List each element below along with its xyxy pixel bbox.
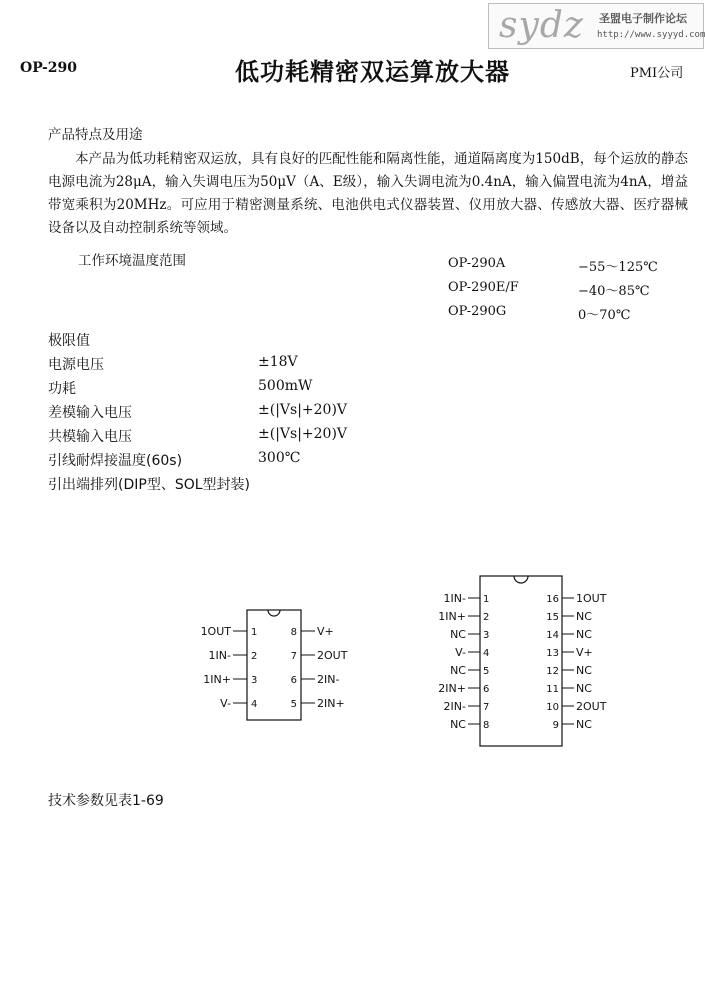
pin-number: 12 xyxy=(546,666,559,677)
pin-number: 15 xyxy=(546,612,559,623)
limit-label: 功耗 xyxy=(48,381,76,397)
pin-label: NC xyxy=(450,664,466,677)
pin-number: 6 xyxy=(483,684,490,695)
watermark-url: http://www.syyyd.com xyxy=(597,30,705,40)
limit-label: 差模输入电压 xyxy=(48,405,132,421)
pin-number: 2 xyxy=(251,651,258,662)
watermark xyxy=(488,3,704,49)
pin-number: 3 xyxy=(483,630,490,641)
pin-label: NC xyxy=(450,628,466,641)
limit-label: 电源电压 xyxy=(48,357,104,373)
pin-number: 4 xyxy=(483,648,490,659)
limit-value: ±(|Vs|+20)V xyxy=(258,402,348,418)
pin-label: 2OUT xyxy=(576,700,607,713)
part-number: OP-290 xyxy=(20,60,77,76)
pin-number: 7 xyxy=(290,651,297,662)
pin-number: 6 xyxy=(290,675,297,686)
temperature-model: OP-290E/F xyxy=(448,280,519,295)
pin-label: 1IN+ xyxy=(203,673,231,686)
temperature-range: 0～70℃ xyxy=(578,308,631,323)
manufacturer: PMI公司 xyxy=(630,66,684,81)
pin-number: 5 xyxy=(290,699,297,710)
pin-label: 2IN- xyxy=(317,673,340,686)
pin-number: 11 xyxy=(546,684,559,695)
sol16-package-diagram xyxy=(430,572,630,752)
pin-label: V- xyxy=(455,646,466,659)
pin-label: NC xyxy=(576,664,592,677)
limit-value: ±(|Vs|+20)V xyxy=(258,426,348,442)
limit-value: ±18V xyxy=(258,354,298,370)
pin-number: 3 xyxy=(251,675,258,686)
limit-value: 500mW xyxy=(258,378,313,394)
pin-label: V- xyxy=(220,697,231,710)
pin-number: 2 xyxy=(483,612,490,623)
dip8-notch xyxy=(268,610,280,616)
sol16-notch xyxy=(514,576,528,583)
pin-label: 1OUT xyxy=(576,592,607,605)
pin-label: NC xyxy=(576,610,592,623)
pin-number: 8 xyxy=(290,627,297,638)
page-title: 低功耗精密双运算放大器 xyxy=(235,58,510,86)
temperature-model: OP-290G xyxy=(448,304,507,319)
temperature-label: 工作环境温度范围 xyxy=(78,253,186,269)
pin-label: 1IN- xyxy=(208,649,231,662)
pin-label: NC xyxy=(576,718,592,731)
limits-heading: 极限值 xyxy=(48,333,90,349)
features-heading: 产品特点及用途 xyxy=(48,127,143,143)
pin-number: 4 xyxy=(251,699,258,710)
pin-number: 10 xyxy=(546,702,559,713)
pin-number: 9 xyxy=(552,720,559,731)
temperature-range: −40～85℃ xyxy=(578,284,650,299)
pin-number: 7 xyxy=(483,702,490,713)
pin-number: 5 xyxy=(483,666,490,677)
pin-label: NC xyxy=(576,628,592,641)
pin-number: 13 xyxy=(546,648,559,659)
dip8-package-diagram xyxy=(195,605,365,725)
pin-label: 1OUT xyxy=(200,625,231,638)
footer-note: 技术参数见表1-69 xyxy=(48,793,164,809)
pin-label: NC xyxy=(576,682,592,695)
features-paragraph: 本产品为低功耗精密双运放，具有良好的匹配性能和隔离性能，通道隔离度为150dB，每个运放的静态电源电流为28μA，输入失调电压为50μV（A、E级），输入失调电流为0.4nA，输入偏置电流为4nA，增益带宽乘积为20MHz。可应用于精密测量系统、电池供电式仪器装置、仪用放大器、传感放大器、医疗器械设备以及自动控制系统等领域。 xyxy=(48,151,688,236)
temperature-range: −55～125℃ xyxy=(578,260,658,275)
pin-label: NC xyxy=(450,718,466,731)
temperature-model: OP-290A xyxy=(448,256,506,271)
limit-label: 引线耐焊接温度(60s) xyxy=(48,453,183,469)
pin-number: 1 xyxy=(251,627,258,638)
pin-label: 2IN- xyxy=(443,700,466,713)
pin-number: 14 xyxy=(546,630,559,641)
limit-value: 300℃ xyxy=(258,450,301,466)
pin-label: 2IN+ xyxy=(438,682,466,695)
pin-number: 16 xyxy=(546,594,559,605)
pinout-heading: 引出端排列(DIP型、SOL型封装) xyxy=(48,477,250,493)
limit-label: 共模输入电压 xyxy=(48,429,132,445)
pin-label: 2IN+ xyxy=(317,697,345,710)
watermark-site-name: 圣盟电子制作论坛 xyxy=(599,12,687,25)
pin-label: V+ xyxy=(576,646,593,659)
pin-label: 1IN- xyxy=(443,592,466,605)
pin-label: 1IN+ xyxy=(438,610,466,623)
pin-label: 2OUT xyxy=(317,649,348,662)
pin-number: 1 xyxy=(483,594,490,605)
pin-label: V+ xyxy=(317,625,334,638)
watermark-logo: sydz xyxy=(499,5,584,46)
pin-number: 8 xyxy=(483,720,490,731)
